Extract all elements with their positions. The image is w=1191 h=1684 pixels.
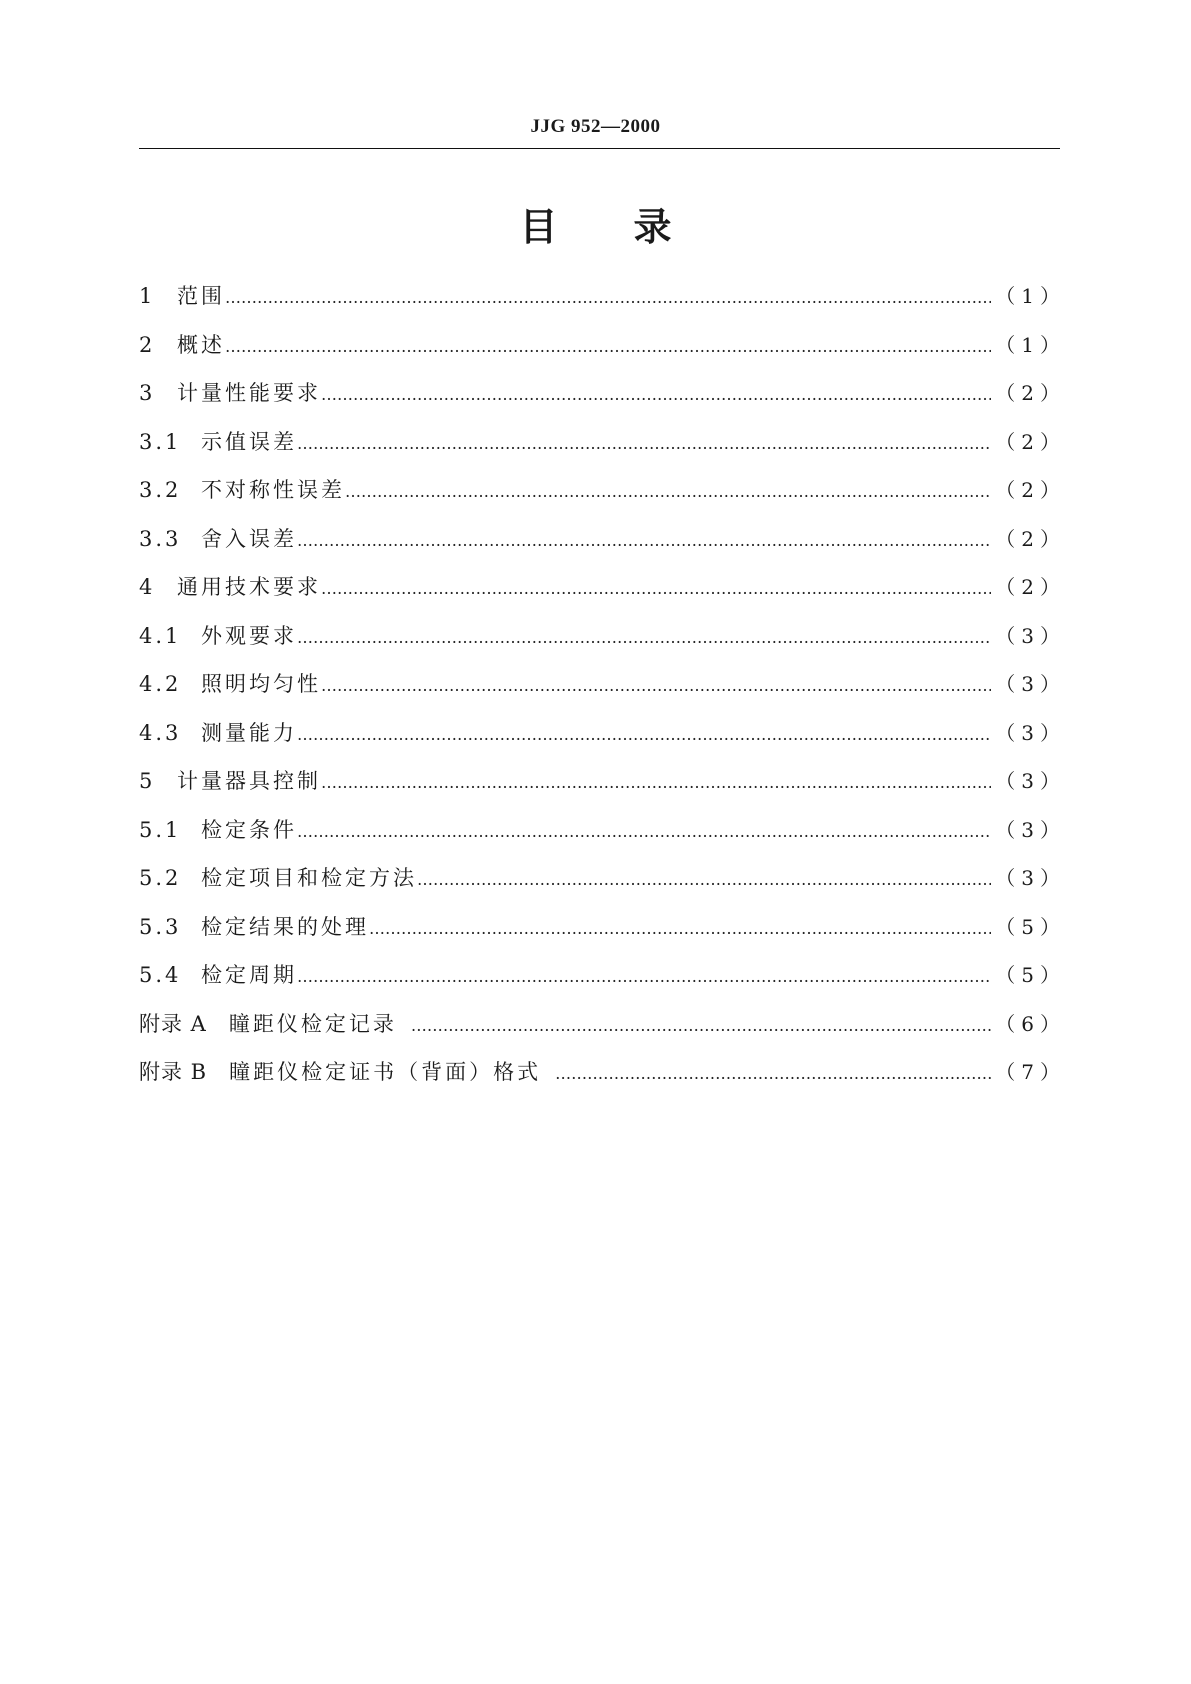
dot-leader — [297, 420, 991, 469]
toc-entry-title: 通用技术要求 — [177, 575, 321, 599]
toc-entry-page: （7） — [995, 1060, 1066, 1084]
dot-leader — [369, 905, 991, 954]
toc-entry-number: 附录 B — [139, 1060, 208, 1084]
dot-leader — [345, 468, 991, 517]
dot-leader — [555, 1050, 991, 1099]
toc-entry-title: 瞳距仪检定记录 — [228, 1011, 397, 1036]
toc-entry[interactable] — [139, 854, 1066, 903]
toc-entry-page: （3） — [995, 623, 1066, 648]
toc-entry-page: （3） — [995, 817, 1066, 842]
toc-entry-number: 5.3 — [139, 914, 182, 939]
dot-leader — [297, 517, 991, 566]
toc-entry-page: （2） — [995, 526, 1066, 551]
dot-leader — [297, 953, 991, 1002]
toc-entry[interactable] — [139, 515, 1066, 564]
toc-entry-title: 不对称性误差 — [201, 478, 345, 502]
dot-leader — [297, 808, 991, 857]
toc-entry-page: （2） — [995, 575, 1066, 599]
toc-entry-appendix[interactable] — [139, 1048, 1066, 1097]
toc-entry[interactable] — [139, 806, 1066, 855]
toc-entry-page: （2） — [995, 478, 1066, 502]
toc-entry-number: 4.1 — [139, 623, 182, 648]
dot-leader — [417, 856, 991, 905]
toc-entry-page: （3） — [995, 866, 1066, 890]
dot-leader — [321, 662, 991, 711]
document-code-header: JJG 952—2000 — [530, 116, 661, 137]
toc-entry[interactable] — [139, 757, 1066, 806]
dot-leader — [297, 711, 991, 760]
toc-entry[interactable] — [139, 903, 1066, 952]
toc-entry-title: 概述 — [177, 332, 225, 357]
toc-entry-number: 4.3 — [139, 720, 182, 745]
toc-entry-appendix[interactable] — [139, 1000, 1066, 1049]
toc-entry-title: 检定结果的处理 — [201, 914, 369, 939]
dot-leader — [321, 565, 991, 614]
toc-entry[interactable] — [139, 369, 1066, 418]
toc-entry-number: 5.4 — [139, 963, 182, 987]
dot-leader — [411, 1002, 991, 1051]
toc-entry-number: 4 — [139, 575, 156, 599]
toc-entry-number: 3 — [139, 381, 156, 405]
toc-entry[interactable] — [139, 563, 1066, 612]
toc-entry[interactable] — [139, 951, 1066, 1000]
toc-entry-number: 3.2 — [139, 478, 182, 502]
toc-entry-page: （1） — [995, 284, 1066, 308]
toc-entry-number: 附录 A — [139, 1011, 207, 1036]
toc-entry-number: 3.1 — [139, 429, 182, 454]
toc-entry[interactable] — [139, 272, 1066, 321]
toc-entry-title: 测量能力 — [201, 720, 297, 745]
toc-entry-page: （3） — [995, 769, 1066, 793]
toc-entry-title: 检定周期 — [201, 963, 297, 987]
title-char-1: 目 — [519, 205, 558, 249]
toc-entry-title: 示值误差 — [201, 429, 297, 454]
toc-entry-title: 外观要求 — [201, 623, 297, 648]
header-rule — [139, 148, 1060, 149]
toc-entry-page: （3） — [995, 672, 1066, 696]
toc-entry-number: 5 — [139, 769, 156, 793]
toc-entry[interactable] — [139, 709, 1066, 758]
toc-entry[interactable] — [139, 321, 1066, 370]
toc-entry-title: 检定条件 — [201, 817, 297, 842]
toc-entry-number: 1 — [139, 284, 156, 308]
toc-entry-title: 范围 — [177, 284, 225, 308]
table-of-contents — [139, 272, 1066, 1097]
dot-leader — [321, 759, 991, 808]
toc-entry-number: 4.2 — [139, 672, 182, 696]
toc-entry[interactable] — [139, 660, 1066, 709]
toc-entry-page: （1） — [995, 332, 1066, 357]
toc-entry-title: 舍入误差 — [201, 526, 297, 551]
toc-entry-number: 5.2 — [139, 866, 182, 890]
toc-entry-page: （6） — [995, 1011, 1066, 1036]
page-title — [0, 196, 1191, 251]
dot-leader — [225, 274, 991, 323]
toc-entry-title: 照明均匀性 — [201, 672, 321, 696]
dot-leader — [297, 614, 991, 663]
toc-entry-page: （2） — [995, 381, 1066, 405]
toc-entry[interactable] — [139, 612, 1066, 661]
toc-entry-number: 3.3 — [139, 526, 182, 551]
toc-entry[interactable] — [139, 466, 1066, 515]
toc-entry-title: 计量性能要求 — [177, 381, 321, 405]
toc-entry-title: 检定项目和检定方法 — [201, 866, 417, 890]
toc-entry-page: （5） — [995, 914, 1066, 939]
toc-entry[interactable] — [139, 418, 1066, 467]
dot-leader — [321, 371, 991, 420]
toc-entry-number: 2 — [139, 332, 156, 357]
title-char-2: 录 — [633, 205, 672, 249]
dot-leader — [225, 323, 991, 372]
toc-entry-page: （2） — [995, 429, 1066, 454]
toc-entry-number: 5.1 — [139, 817, 182, 842]
toc-entry-title: 瞳距仪检定证书（背面）格式 — [229, 1060, 542, 1084]
toc-entry-page: （3） — [995, 720, 1066, 745]
toc-entry-title: 计量器具控制 — [177, 769, 321, 793]
toc-entry-page: （5） — [995, 963, 1066, 987]
